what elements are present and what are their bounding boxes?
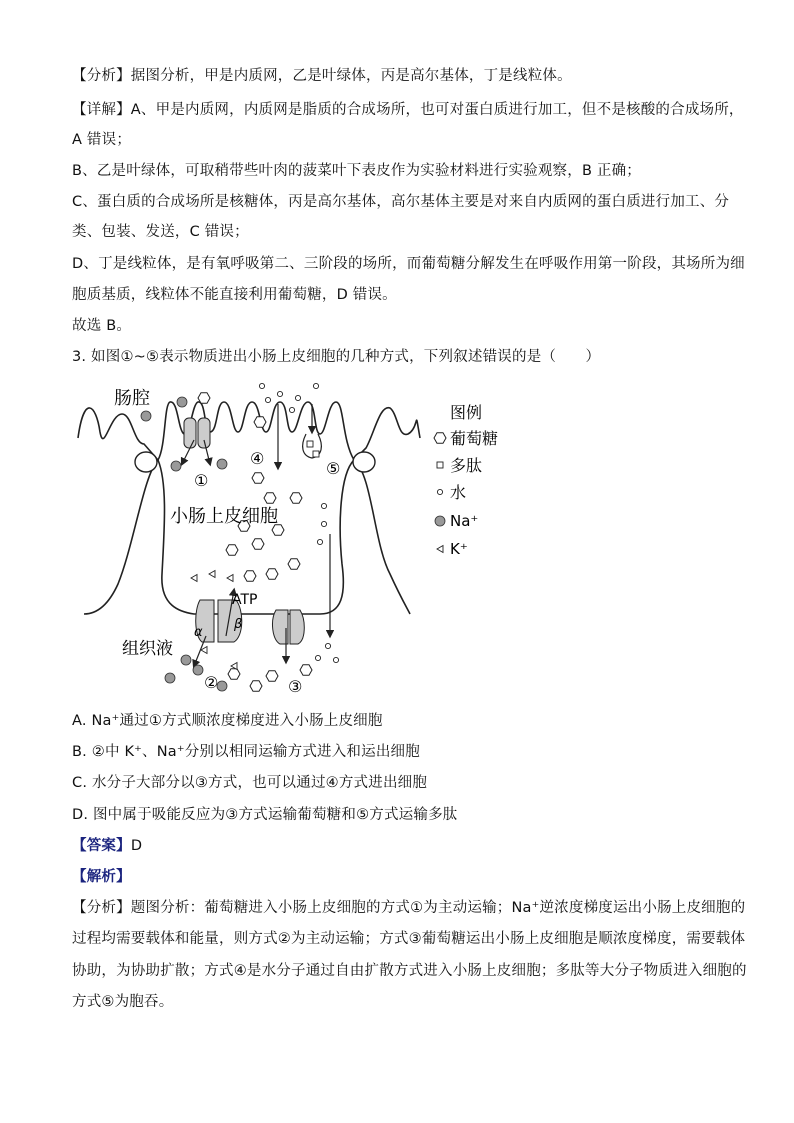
answer-tag: 【答案】 <box>72 838 131 854</box>
atp-label: ATP <box>232 592 258 608</box>
beta-label: β <box>234 617 243 632</box>
analysis-line-c: 协助，为协助扩散；方式④是水分子通过自由扩散方式进入小肠上皮细胞；多肽等大分子物质进入细胞的 <box>72 963 747 979</box>
option-a: A. Na⁺通过①方式顺浓度梯度进入小肠上皮细胞 <box>72 713 383 729</box>
route-label-3: ③ <box>288 677 303 696</box>
transport-diagram <box>74 374 554 704</box>
cell-label: 小肠上皮细胞 <box>170 506 278 527</box>
detail-line-6: D、丁是线粒体，是有氧呼吸第二、三阶段的场所，而葡萄糖分解发生在呼吸作用第一阶段，其场所为细 <box>72 256 745 272</box>
analysis-line-a: 【分析】题图分析：葡萄糖进入小肠上皮细胞的方式①为主动运输；Na⁺逆浓度梯度运出小肠上皮细胞的 <box>72 900 746 916</box>
analysis-tag: 【解析】 <box>72 869 131 885</box>
detail-line-5: 类、包装、发送，C 错误； <box>72 224 249 240</box>
detail-line-3: B、乙是叶绿体，可取稍带些叶肉的菠菜叶下表皮作为实验材料进行实验观察，B 正确； <box>72 163 642 179</box>
legend-water: 水 <box>450 483 467 502</box>
tight-junction-right <box>353 452 375 472</box>
option-d: D. 图中属于吸能反应为③方式运输葡萄糖和⑤方式运输多肽 <box>72 807 458 823</box>
legend-k: K⁺ <box>450 540 468 558</box>
tissue-label: 组织液 <box>122 639 173 659</box>
apical-carrier-1 <box>182 418 210 464</box>
legend-glucose: 葡萄糖 <box>450 429 499 448</box>
detail-line-4: C、蛋白质的合成场所是核糖体，丙是高尔基体，高尔基体主要是对来自内质网的蛋白质进行加工、分 <box>72 194 730 210</box>
analysis-line-b: 过程均需要载体和能量，则方式②为主动运输；方式③葡萄糖运出小肠上皮细胞是顺浓度梯度，需要载体 <box>72 931 746 947</box>
analysis-line-d: 方式⑤为胞吞。 <box>72 994 174 1010</box>
lumen-label: 肠腔 <box>114 388 150 409</box>
legend <box>434 403 498 558</box>
route-label-1: ① <box>194 471 209 490</box>
conclusion-line: 故选 B。 <box>72 318 132 334</box>
option-c: C. 水分子大部分以③方式，也可以通过④方式进出细胞 <box>72 775 428 791</box>
answer-value: D <box>130 838 143 854</box>
detail-line-7: 胞质基质，线粒体不能直接利用葡萄糖，D 错误。 <box>72 287 397 303</box>
route-label-5: ⑤ <box>326 459 341 478</box>
detail-line-1: 【详解】A、甲是内质网，内质网是脂质的合成场所，也可对蛋白质进行加工，但不是核酸的合成场所， <box>72 102 744 118</box>
legend-title: 图例 <box>450 403 483 422</box>
detail-line-2: A 错误； <box>72 132 132 148</box>
option-b: B. ②中 K⁺、Na⁺分别以相同运输方式进入和运出细胞 <box>72 744 420 760</box>
glucose-carrier <box>273 610 305 662</box>
alpha-label: α <box>194 625 203 640</box>
legend-peptide: 多肽 <box>450 456 483 475</box>
legend-na: Na⁺ <box>450 512 479 530</box>
answer-row <box>72 836 142 856</box>
route-label-4: ④ <box>250 449 265 468</box>
route-label-2: ② <box>204 673 219 692</box>
analysis-heading <box>72 867 131 887</box>
analysis-line-1: 【分析】据图分析，甲是内质网，乙是叶绿体，丙是高尔基体，丁是线粒体。 <box>72 68 572 84</box>
question-stem: 3. 如图①~⑤表示物质进出小肠上皮细胞的几种方式，下列叙述错误的是（ ） <box>72 349 601 365</box>
tight-junction-left <box>135 452 157 472</box>
